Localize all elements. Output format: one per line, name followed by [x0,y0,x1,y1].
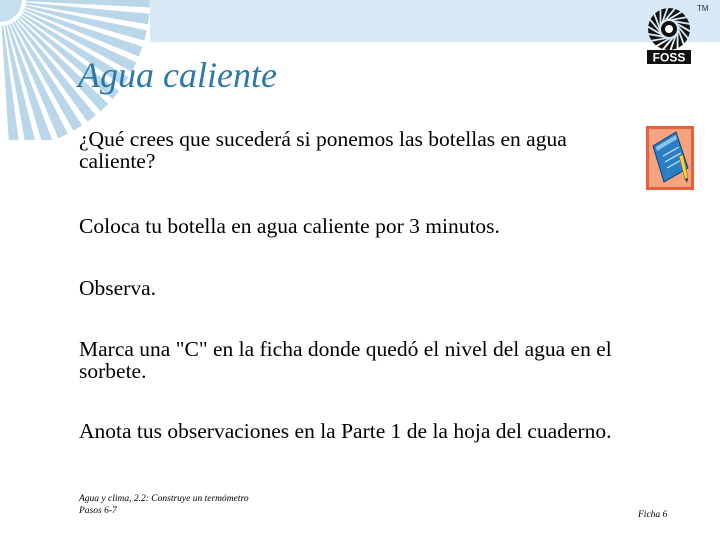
notebook-pencil-icon [646,126,694,190]
logo-text: FOSS [652,50,686,65]
footer-source-line-2: Pasos 6-7 [79,506,117,516]
logo-ray [672,35,677,49]
instruction-paragraph-2: Observa. [79,276,157,300]
logo-ray [674,18,689,23]
instruction-paragraph-3: Marca una "C" en la ficha donde quedó el nivel del agua en el sorbete. [79,337,612,383]
page-title: Agua caliente [78,55,277,95]
footer-source-line-1: Agua y clima, 2.2: Construye un termómetro [79,494,249,504]
footer-source [79,493,249,517]
logo-ray [649,35,664,40]
instruction-paragraph-4: Anota tus observaciones en la Parte 1 de la hoja del cuaderno. [79,419,612,443]
foss-logo-icon [644,4,694,66]
question-paragraph: ¿Qué crees que sucederá si ponemos las botellas en agua caliente? [79,127,567,173]
trademark-mark: TM [697,4,709,13]
logo-ray [661,8,666,22]
slide-number-label: Ficha 6 [638,510,668,520]
header-band [150,0,720,42]
instruction-paragraph-1: Coloca tu botella en agua caliente por 3 minutos. [79,214,500,238]
